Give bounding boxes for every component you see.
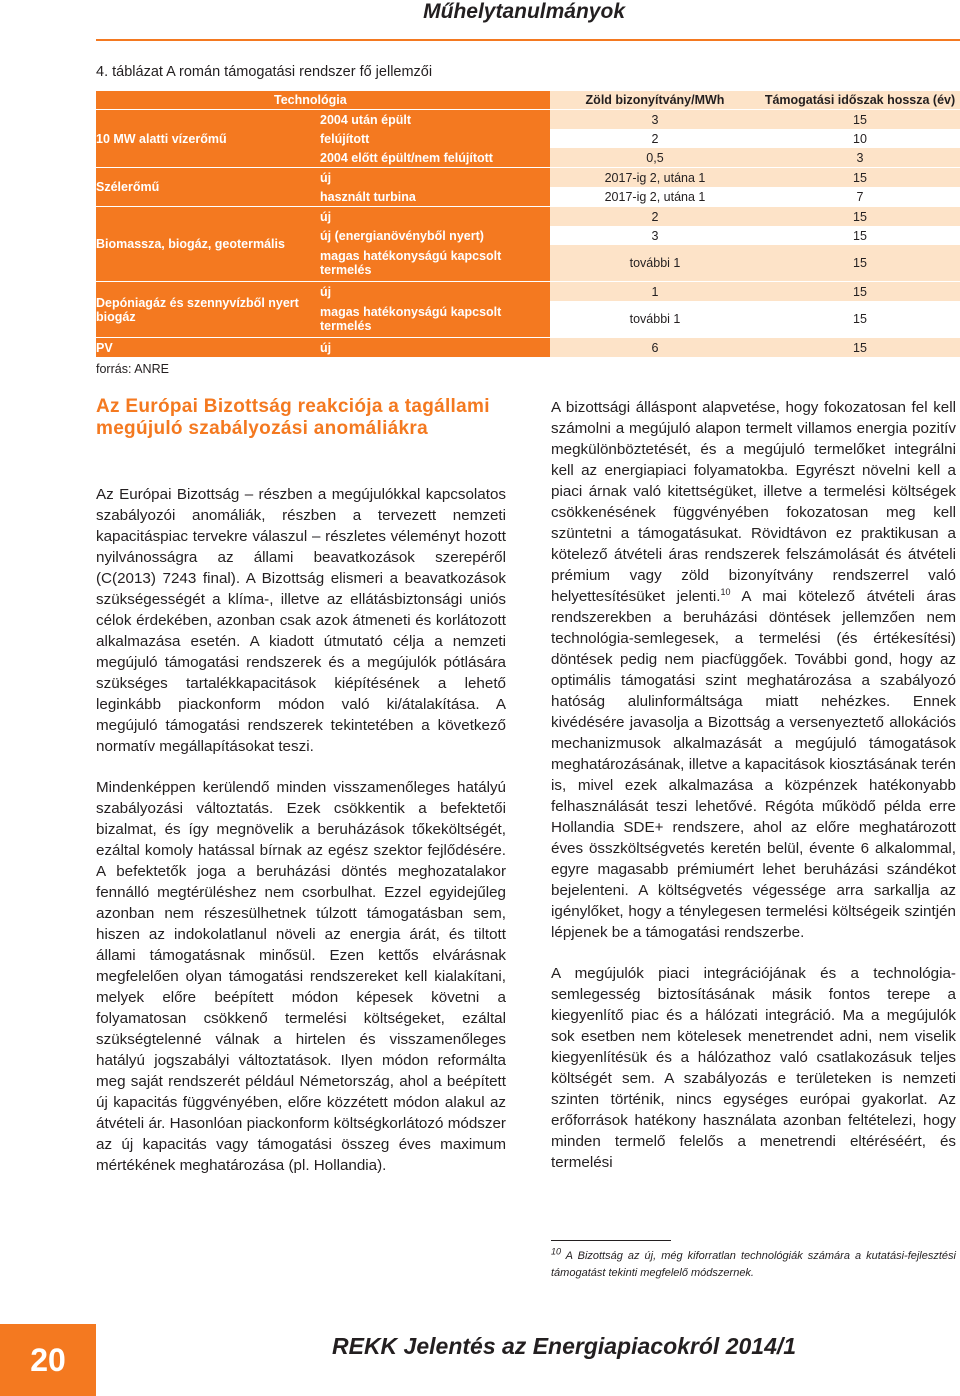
header-certificate: Zöld bizonyítvány/MWh xyxy=(585,93,725,107)
support-period-value: 15 xyxy=(853,228,867,243)
support-period-value: 15 xyxy=(853,284,867,299)
header-technology: Technológia xyxy=(274,93,347,107)
certificate-value: 6 xyxy=(651,340,659,355)
header-period: Támogatási időszak hossza (év) xyxy=(764,93,956,107)
section-title: Az Európai Bizottság reakciója a tagállami megújuló szabályozási anomáliákra xyxy=(96,396,490,439)
certificate-value: 2017-ig 2, utána 1 xyxy=(604,189,706,204)
technology-subtype: új xyxy=(320,284,332,299)
certificate-value: 2 xyxy=(651,131,659,146)
left-paragraph-1: Az Európai Bizottság – részben a megújulókkal kapcsolatos szabályozói anomáliák, részben a tervezett nemzeti kapacitáspiac tervekre válaszul – részletes véleményt hozott nyilvánosságra az állami beavatkozások szerepéről (C(2013) 7243 final). A Bizottság elismeri a beavatkozások szükségességét a klíma-, illetve az ellátásbiztonsági uniós célok érdekében, azonban csak azok átmeneti és korlátozott alkalmazása esetén. A kiadott útmutató célja a nemzeti megújuló támogatási rendszerek és a megújulók pótlására szükséges tartalékkapacitások kiépítésének a lehető leginkább piackonform módon való ki/átalakítása. A megújuló támogatási rendszerek tekintetében a következő normatív megállapításokat teszi. xyxy=(96,486,506,755)
support-period-value: 15 xyxy=(853,340,867,355)
table-source: forrás: ANRE xyxy=(96,362,169,376)
certificate-value: 2 xyxy=(651,209,659,224)
right-column xyxy=(551,397,956,1193)
support-period-value: 15 xyxy=(853,256,867,270)
support-period-value: 15 xyxy=(853,112,867,127)
footnote-number: 10 xyxy=(551,1246,562,1257)
table-caption: 4. táblázat A román támogatási rendszer fő jellemzői xyxy=(96,64,433,80)
footnote-reference[interactable]: 10 xyxy=(720,586,731,597)
technology-subtype: magas hatékonyságú kapcsolt termelés xyxy=(320,249,502,277)
technology-subtype: új xyxy=(320,340,332,355)
technology-subtype: használt turbina xyxy=(320,189,416,204)
support-scheme-table xyxy=(96,91,960,358)
technology-subtype: új xyxy=(320,209,332,224)
certificate-value: további 1 xyxy=(629,256,681,270)
certificate-value: 2017-ig 2, utána 1 xyxy=(604,170,706,185)
technology-subtype: új xyxy=(320,170,332,185)
technology-group-name: Depóniagáz és szennyvízből nyert biogáz xyxy=(96,295,299,324)
certificate-value: további 1 xyxy=(629,312,681,326)
support-period-value: 10 xyxy=(853,131,867,146)
technology-subtype: 2004 előtt épült/nem felújított xyxy=(320,150,493,165)
technology-subtype: felújított xyxy=(320,131,370,146)
technology-group-name: Szélerőmű xyxy=(96,180,160,194)
support-period-value: 7 xyxy=(856,189,864,204)
page-number: 20 xyxy=(0,1324,96,1396)
footnote-rule xyxy=(551,1240,671,1241)
footnote xyxy=(551,1248,956,1282)
footnote-text: A Bizottság az új, még kiforratlan technológiák számára a kutatási-fejlesztési támogatást tekinti megfelelő módszernek. xyxy=(551,1250,956,1279)
certificate-value: 1 xyxy=(651,284,659,299)
right-paragraph-1-end: A mai kötelező átvételi áras rendszerekben a beruházási döntések jellemzően nem technológia-semlegesek, a termelési (és értékesítési) döntések pedig nem piacfüggőek. További gond, hogy az optimális támogatási szint meghatározása a szabályozó hatóság alulinformáltsága miatt nehézkes. Ennek kivédésére javasolja a Bizottság a versenyeztető allokációs mechanizmusok alkalmazását a megújuló támogatások meghatározásának, illetve a kapacitások kiosztásának terén is, mivel ezek alkalmazása a közpénzek hatékonyabb felhasználását teszi lehetővé. Régóta működő példa erre Hollandia SDE+ rendszere, ahol az előre meghatározott éves összköltségvetés keretén belül, évente 6 alkalommal, egyre magasabb prémiumért lehet beruházási szándékot bejelenteni. A költségvetés végessége arra sarkallja az igénylőket, hogy a ténylegesen termelési költségeik szintjén lépjenek be a támogatási rendszerbe. xyxy=(551,588,956,941)
support-period-value: 15 xyxy=(853,170,867,185)
technology-group-name: 10 MW alatti vízerőmű xyxy=(96,131,227,146)
footer-title: REKK Jelentés az Energiapiacokról 2014/1 xyxy=(332,1333,797,1359)
right-paragraph-1 xyxy=(551,397,956,943)
technology-subtype: új (energianövényből nyert) xyxy=(320,228,484,243)
certificate-value: 3 xyxy=(651,112,659,127)
right-paragraph-1-start: A bizottsági álláspont alapvetése, hogy fokozatosan fel kell számolni a megújuló alapon termelt villamos energia pozitív megkülönböztetését, és a megújuló termelőket integrálni kell az energiapiaci folyamatokba. Egyrészt növelni kell a piaci árnak való kitettségüket, illetve a termelési költségek csökkenésének függvényében fokozatosan meg kell szüntetni a támogatásukat. Rövidtávon ez praktikusan a kötelező átvételi áras rendszerek felszámolását és átvételi prémium vagy zöld bizonyítvány rendszerrel való helyettesítésüket jelenti. xyxy=(551,399,956,605)
technology-subtype: magas hatékonyságú kapcsolt termelés xyxy=(320,305,502,333)
support-period-value: 3 xyxy=(856,150,864,165)
left-column xyxy=(96,484,506,1196)
support-period-value: 15 xyxy=(853,209,867,224)
technology-subtype: 2004 után épült xyxy=(320,112,411,127)
technology-group-name: Biomassza, biogáz, geotermális xyxy=(96,237,285,251)
certificate-value: 3 xyxy=(651,228,659,243)
running-header-title: Műhelytanulmányok xyxy=(423,0,625,23)
support-period-value: 15 xyxy=(853,312,867,326)
technology-group-name: PV xyxy=(96,340,113,355)
left-paragraph-2: Mindenképpen kerülendő minden visszamenőleges hatályú szabályozási változtatás. Ezek csökkentik a befektetői bizalmat, és így megnövelik a beruházások tőkeköltségét, ezáltal komoly hatással bírnak az egész szektor fejlődésére. A befektetők joga a beruházási döntés meghozatalakor fennálló megtérüléshez nem csorbulhat. Ezzel egyidejűleg azonban nem részesülhetnek túlzott támogatásban sem, hiszen az indokolatlanul növeli az energia árát, és tiltott állami támogatásnak minősül. Ezen kettős elvárásnak megfelelően olyan támogatási rendszereket kell kialakítani, melyek előre beépített módon képesek követni a folyamatosan csökkenő termelési költségeket, ezáltal szükségtelenné válnak a hirtelen és visszamenőleges hatályú jogszabályi változtatások. Ilyen módon reformálta meg saját rendszerét például Németország, ahol a beépített új kapacitás függvényében, előre közzétett módon alakul az átvételi ár. Hasonlóan piackonform költségkorlátozó módszer az új kapacitás vagy támogatási összeg éves maximum mértékének meghatározása (pl. Hollandia). xyxy=(96,779,506,1174)
header-rule xyxy=(96,39,960,41)
certificate-value: 0,5 xyxy=(646,150,664,165)
right-paragraph-2: A megújulók piaci integrációjának és a technológia-semlegesség biztosításának másik fontos terepe a kiegyenlítő piac és a hálózati integráció. Ma a megújulók sok esetben nem kötelesek menetrendet adni, nem viselik kiegyenlítésük és a hálózathoz való csatlakozásuk teljes költségét sem. A szabályozás e területeken is nemzeti szinten történik, nincs egységes európai gyakorlat. Az erőforrások hatékony használata azonban feltételezi, hogy minden termelő felelős a menetrendi eltéréséért, és termelési xyxy=(551,965,956,1171)
